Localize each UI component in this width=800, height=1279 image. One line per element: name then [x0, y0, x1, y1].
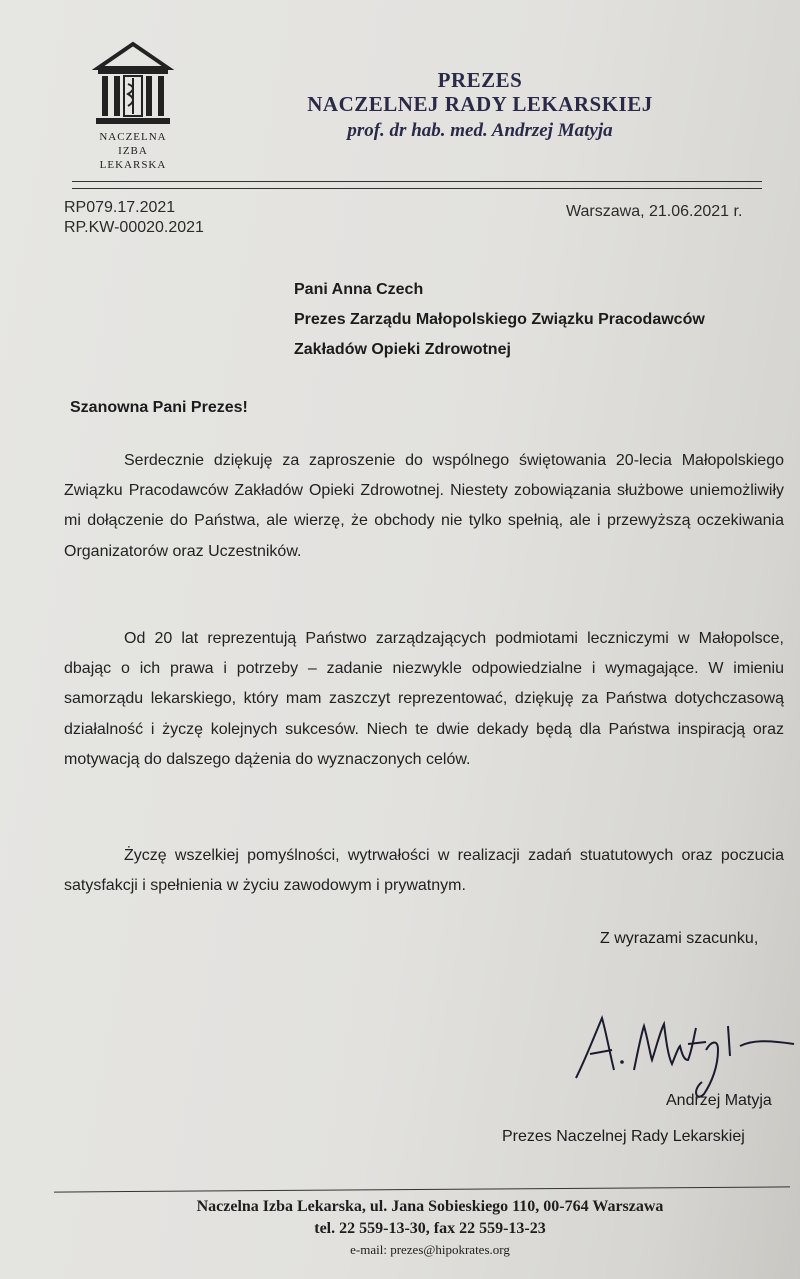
recipient-block [294, 275, 705, 365]
reference-1: RP079.17.2021 [64, 199, 176, 216]
header-rule-1 [72, 181, 762, 182]
footer-rule [54, 1186, 790, 1192]
logo-text-line1: NACZELNA [99, 131, 167, 143]
handwritten-signature [572, 1010, 797, 1102]
reference-2: RP.KW-00020.2021 [64, 219, 204, 236]
recipient-role-1: Prezes Zarządu Małopolskiego Związku Pracodawców [294, 311, 705, 328]
recipient-role-2: Zakładów Opieki Zdrowotnej [294, 341, 511, 358]
temple-logo-icon [92, 40, 174, 126]
footer [90, 1196, 770, 1260]
letterhead-title [270, 68, 690, 146]
recipient-name: Pani Anna Czech [294, 281, 424, 298]
title-line-3: prof. dr hab. med. Andrzej Matyja [347, 120, 613, 141]
footer-phone: tel. 22 559-13-30, fax 22 559-13-23 [314, 1220, 546, 1237]
paragraph-2: Od 20 lat reprezentują Państwo zarządzających podmiotami leczniczymi w Małopolsce, dbając o ich prawa i potrzeby – zadanie niezwykle odpowiedzialne i wymagające. W imieniu samorządu lekarskiego, który mam zaszczyt reprezentować, dziękuję za Państwa dotychczasową działalność i życzę kolejnych sukcesów. Niech te dwie dekady będą dla Państwa inspiracją oraz motywacją do dalszego dążenia do wyznaczonych celów. [64, 630, 784, 768]
reference-numbers [64, 198, 204, 238]
title-line-1: PREZES [437, 68, 523, 92]
title-line-2: NACZELNEJ RADY LEKARSKIEJ [307, 92, 653, 116]
letter-date: Warszawa, 21.06.2021 r. [566, 203, 743, 220]
paragraph-3: Życzę wszelkiej pomyślności, wytrwałości w realizacji zadań stuatutowych oraz poczucia satysfakcji i spełnienia w życiu zawodowym i prywatnym. [64, 847, 784, 895]
closing: Z wyrazami szacunku, [600, 930, 759, 947]
logo [92, 40, 174, 172]
signer-title: Prezes Naczelnej Rady Lekarskiej [502, 1128, 745, 1145]
salutation: Szanowna Pani Prezes! [70, 399, 248, 416]
footer-address: Naczelna Izba Lekarska, ul. Jana Sobieskiego 110, 00-764 Warszawa [196, 1198, 664, 1215]
footer-email: e-mail: prezes@hipokrates.org [350, 1242, 510, 1257]
paragraph-1: Serdecznie dziękuję za zaproszenie do wspólnego świętowania 20-lecia Małopolskiego Związku Pracodawców Zakładów Opieki Zdrowotnej. Niestety zobowiązania służbowe uniemożliwiły mi dołączenie do Państwa, ale wierzę, że obchody nie tylko spełnią, ale i przewyższą oczekiwania Organizatorów oraz Uczestników. [64, 452, 784, 560]
logo-text-line2: IZBA LEKARSKA [99, 145, 167, 171]
header-rule-2 [72, 188, 762, 189]
signer-name: Andrzej Matyja [666, 1092, 772, 1109]
